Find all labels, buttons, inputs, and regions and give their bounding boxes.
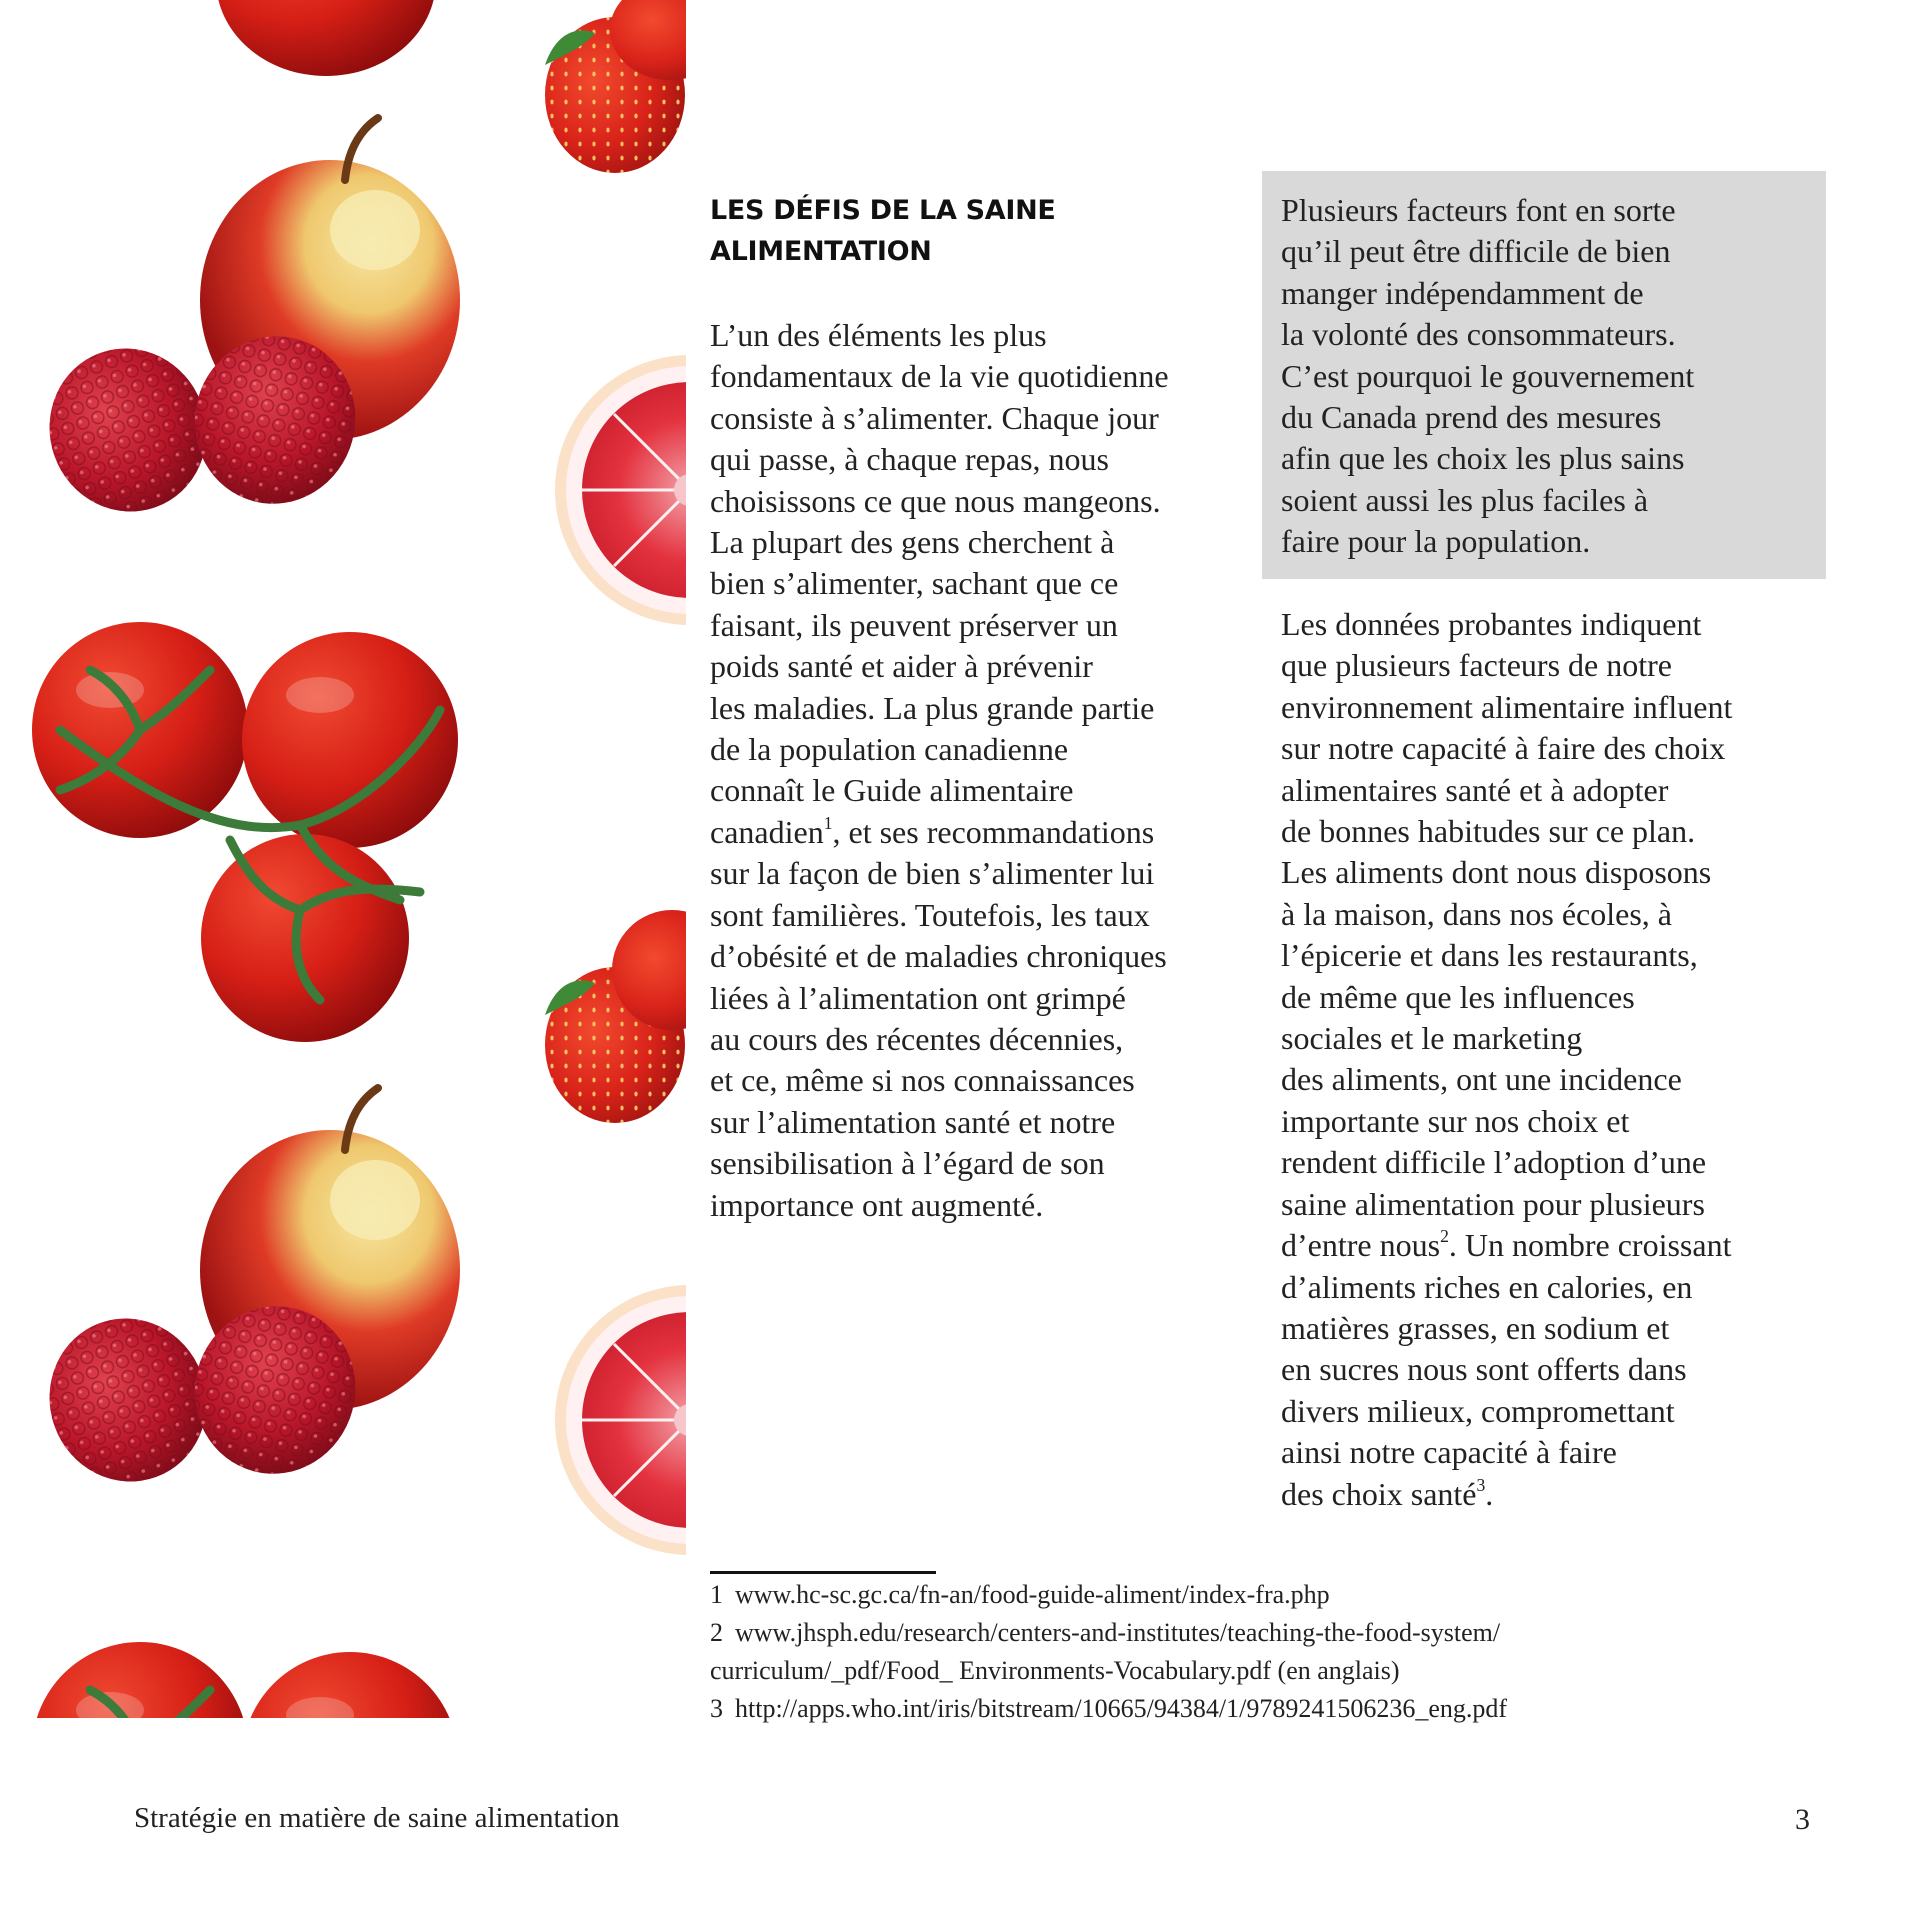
footnote-link[interactable]: www.jhsph.edu/research/centers-and-institutes/teaching-the-food-system/ [735,1618,1501,1647]
text-line: manger indépendamment de [1281,274,1644,311]
text-line: Les données probantes indiquent [1281,606,1702,642]
text-line: bien s’alimenter, sachant que ce [710,565,1119,602]
footnote-number: 1 [710,1580,723,1609]
text-line: sociales et le marketing [1281,1020,1583,1057]
text-line [1281,1225,1826,1266]
heading-line: ALIMENTATION [710,236,932,267]
text-line: qu’il peut être difficile de bien [1281,233,1671,270]
text-fragment: d’entre nous [1281,1227,1441,1264]
text-line: et ce, même si nos connaissances [710,1062,1135,1099]
text-line: saine alimentation pour plusieurs [1281,1185,1705,1222]
text-line: de bonnes habitudes sur ce plan. [1281,813,1696,850]
text-line: faire pour la population. [1281,523,1591,560]
text-line: en sucres nous sont offerts dans [1281,1351,1687,1388]
text-line: importance ont augmenté. [710,1186,1044,1223]
text-line: d’aliments riches en calories, en [1281,1268,1693,1305]
text-line: choisissons ce que nous mangeons. [710,482,1161,519]
footnote-ref-2: 2 [1440,1226,1449,1247]
text-line: alimentaires santé et à adopter [1281,771,1669,808]
footnote-divider [710,1571,936,1574]
section-heading [710,190,1150,272]
heading-line: LES DÉFIS DE LA SAINE [710,195,1056,226]
text-line: consiste à s’alimenter. Chaque jour [710,399,1159,436]
footnote-number: 3 [710,1694,723,1723]
text-line: soient aussi les plus faciles à [1281,481,1649,518]
callout-text [1281,190,1811,563]
text-line: du Canada prend des mesures [1281,399,1662,436]
footnote-item [710,1614,1810,1652]
footnote-item [710,1652,1810,1690]
footnotes [710,1576,1810,1728]
footnote-ref-3: 3 [1476,1474,1486,1495]
text-line: Plusieurs facteurs font en sorte [1281,192,1676,228]
text-line [1281,1474,1826,1515]
footnote-ref-1: 1 [823,812,833,833]
text-line: matières grasses, en sodium et [1281,1309,1670,1346]
page-number: 3 [1795,1803,1810,1836]
intro-paragraph [710,315,1250,1226]
text-line: à la maison, dans nos écoles, à [1281,895,1672,932]
text-line: de même que les influences [1281,978,1635,1015]
text-fragment: , et ses recommandations [832,813,1155,850]
text-line: rendent difficile l’adoption d’une [1281,1144,1707,1181]
text-line: l’épicerie et dans les restaurants, [1281,937,1698,974]
text-fragment: canadien [710,813,824,850]
footnote-item [710,1690,1810,1728]
text-line: au cours des récentes décennies, [710,1020,1124,1057]
text-line: poids santé et aider à prévenir [710,648,1093,685]
text-line: C’est pourquoi le gouvernement [1281,357,1695,394]
text-line: de la population canadienne [710,731,1069,768]
text-fragment: . [1485,1475,1494,1512]
footnote-link[interactable]: www.hc-sc.gc.ca/fn-an/food-guide-aliment/index-fra.php [735,1580,1330,1609]
text-line: liées à l’alimentation ont grimpé [710,979,1126,1016]
text-line: importante sur nos choix et [1281,1102,1630,1139]
text-line: sur notre capacité à faire des choix [1281,730,1726,767]
footnote-number: 2 [710,1618,723,1647]
text-line: sur la façon de bien s’alimenter lui [710,855,1155,892]
text-line: connaît le Guide alimentaire [710,772,1074,809]
text-line: sont familières. Toutefois, les taux [710,896,1150,933]
document-title-footer: Stratégie en matière de saine alimentation [134,1802,620,1834]
text-line: La plupart des gens cherchent à [710,524,1115,561]
footnote-link[interactable]: curriculum/_pdf/Food_ Environments-Vocabulary.pdf (en anglais) [710,1656,1400,1685]
evidence-paragraph [1281,604,1826,1515]
text-line: fondamentaux de la vie quotidienne [710,358,1169,395]
text-line: sur l’alimentation santé et notre [710,1103,1116,1140]
footnote-link[interactable]: http://apps.who.int/iris/bitstream/10665/94384/1/9789241506236_eng.pdf [735,1694,1508,1723]
text-line: faisant, ils peuvent préserver un [710,606,1118,643]
text-line: afin que les choix les plus sains [1281,440,1685,477]
fruit-illustration-column [0,0,686,1718]
text-line: les maladies. La plus grande partie [710,689,1155,726]
text-line: la volonté des consommateurs. [1281,316,1676,353]
footnote-item [710,1576,1810,1614]
text-line: des aliments, ont une incidence [1281,1061,1682,1098]
text-line: d’obésité et de maladies chroniques [710,938,1167,975]
text-line: divers milieux, compromettant [1281,1392,1675,1429]
text-fragment: des choix santé [1281,1475,1477,1512]
text-line: ainsi notre capacité à faire [1281,1434,1617,1471]
text-line: que plusieurs facteurs de notre [1281,647,1672,684]
text-line: qui passe, à chaque repas, nous [710,441,1109,478]
text-line [710,812,1250,853]
text-line: environnement alimentaire influent [1281,688,1733,725]
text-line: L’un des éléments les plus [710,317,1047,353]
text-line: sensibilisation à l’égard de son [710,1145,1105,1182]
text-line: Les aliments dont nous disposons [1281,854,1712,891]
text-fragment: . Un nombre croissant [1448,1227,1732,1264]
